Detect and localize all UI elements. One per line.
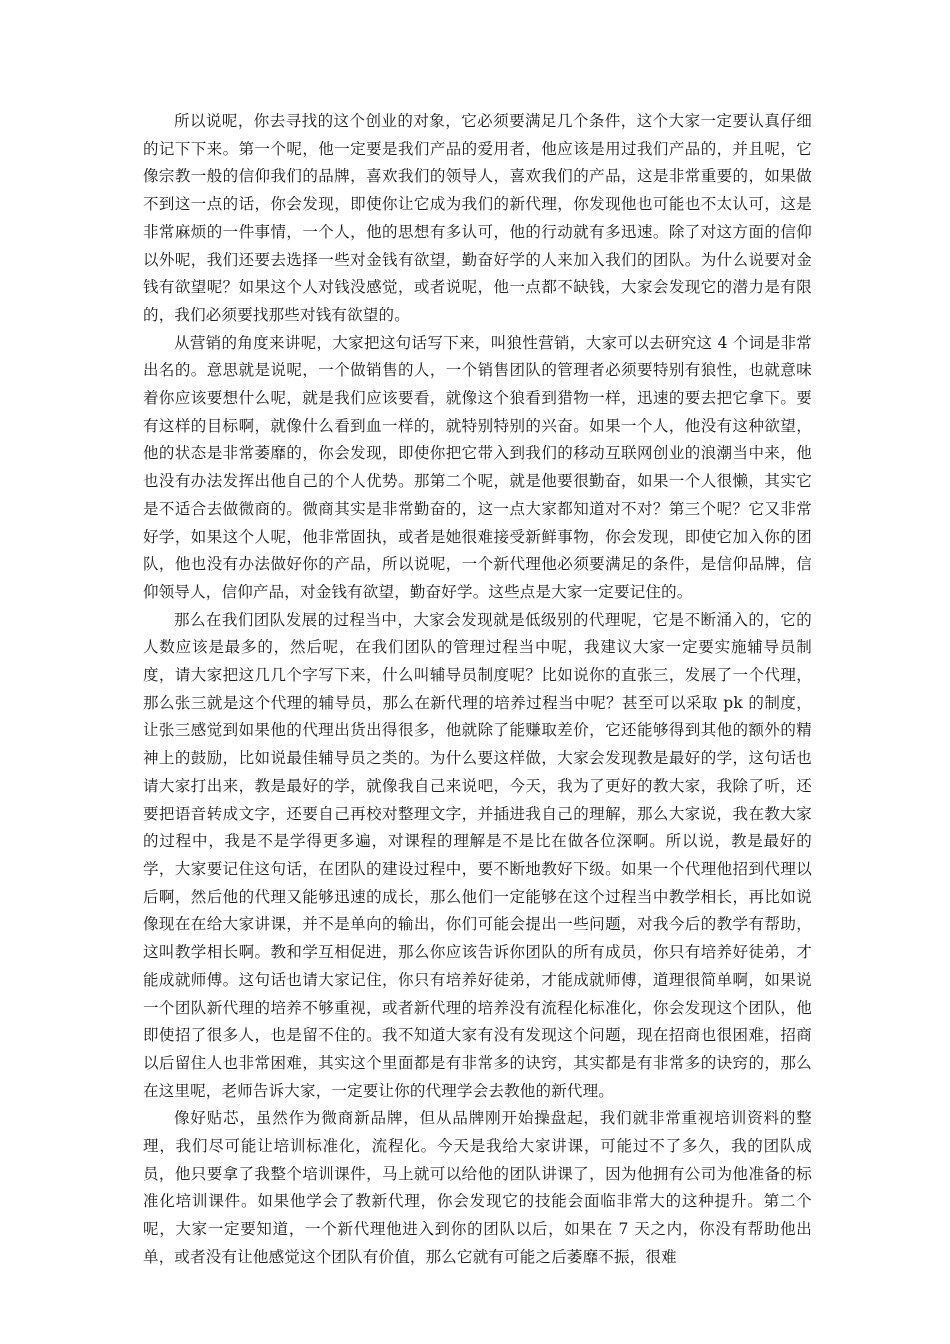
- paragraph-3: 那么在我们团队发展的过程当中，大家会发现就是低级别的代理呢，它是不断涌入的，它的人数应该是最多的，然后呢，在我们团队的管理过程当中呢，我建议大家一定要实施辅导员制度，请大家把这几几个字写下来，什么叫辅导员制度呢？比如说你的直张三，发展了一个代理，那么张三就是这个代理的辅导员，那么在新代理的培养过程当中呢？甚至可以采取 pk 的制度，让张三感觉到如果他的代理出货出得很多，他就除了能赚取差价，它还能够得到其他的额外的精神上的鼓励，比如说最佳辅导员之类的。为什么要这样做，大家会发现教是最好的学，这句话也请大家打出来，教是最好的学，就像我自己来说吧，今天，我为了更好的教大家，我除了听，还要把语音转成文字，还要自己再校对整理文字，并插进我自己的理解，那么大家说，我在教大家的过程中，我是不是学得更多遍，对课程的理解是不是比在做各位深啊。所以说，教是最好的学，大家要记住这句话，在团队的建设过程中，要不断地教好下级。如果一个代理他招到代理以后啊，然后他的代理又能够迅速的成长，那么他们一定能够在这个过程当中教学相长，再比如说像现在在给大家讲课，并不是单向的输出，你们可能会提出一些问题，对我今后的教学有帮助，这叫教学相长啊。教和学互相促进，那么你应该告诉你团队的所有成员，你只有培养好徒弟，才能成就师傅。这句话也请大家记住，你只有培养好徒弟，才能成就师傅，道理很简单啊，如果说一个团队新代理的培养不够重视，或者新代理的培养没有流程化标准化，你会发现这个团队，他即使招了很多人，也是留不住的。我不知道大家有没有发现这个问题，现在招商也很困难，招商以后留住人也非常困难，其实这个里面都是有非常多的诀窍，其实都是有非常多的诀窍的，那么在这里呢，老师告诉大家，一定要让你的代理学会去教他的新代理。: [143, 610, 812, 1100]
- paragraph-4: 像好贴芯，虽然作为微商新品牌，但从品牌刚开始操盘起，我们就非常重视培训资料的整理，我们尽可能让培训标准化，流程化。今天是我给大家讲课，可能过不了多久，我的团队成员，他只要拿了我整个培训课件，马上就可以给他的团队讲课了，因为他拥有公司为他准备的标准化培训课件。如果他学会了教新代理，你会发现它的技能会面临非常大的这种提升。第二个呢，大家一定要知道，一个新代理他进入到你的团队以后，如果在 7 天之内，你没有帮助他出单，或者没有让他感觉这个团队有价值，那么它就有可能之后萎靡不振，很难: [143, 1109, 812, 1266]
- paragraph-2: 从营销的角度来讲呢，大家把这句话写下来，叫狼性营销，大家可以去研究这 4 个词是非常出名的。意思就是说呢，一个做销售的人，一个销售团队的管理者必须要特别有狼性，也就意味着你应该要想什么呢，就是我们应该要看，就像这个狼看到猎物一样，迅速的要去把它拿下。要有这样的目标啊，就像什么看到血一样的，就特别特别的兴奋。如果一个人，他没有这种欲望，他的状态是非常萎靡的，你会发现，即使你把它带入到我们的移动互联网创业的浪潮当中来，他也没有办法发挥出他自己的个人优势。那第二个呢，就是他要很勤奋，如果一个人很懒，其实它是不适合去做微商的。微商其实是非常勤奋的，这一点大家都知道对不对？第三个呢？它又非常好学，如果这个人呢，他非常固执，或者是她很难接受新鲜事物，你会发现，即使它加入你的团队，他也没有办法做好你的产品，所以说呢，一个新代理他必须要满足的条件，是信仰品牌，信仰领导人，信仰产品，对金钱有欲望，勤奋好学。这些点是大家一定要记住的。: [143, 333, 812, 601]
- paragraph-1: 所以说呢，你去寻找的这个创业的对象，它必须要满足几个条件，这个大家一定要认真仔细的记下下来。第一个呢，他一定要是我们产品的爱用者，他应该是用过我们产品的，并且呢，它像宗教一般的信仰我们的品牌，喜欢我们的领导人，喜欢我们的产品，这是非常重要的，如果做不到这一点的话，你会发现，即使你让它成为我们的新代理，你发现他也可能也不太认可，这是非常麻烦的一件事情，一个人，他的思想有多认可，他的行动就有多迅速。除了对这方面的信仰以外呢，我们还要去选择一些对金钱有欲望，勤奋好学的人来加入我们的团队。为什么说要对金钱有欲望呢？如果这个人对钱没感觉，或者说呢，他一点都不缺钱，大家会发现它的潜力是有限的，我们必须要找那些对钱有欲望的。: [143, 112, 812, 324]
